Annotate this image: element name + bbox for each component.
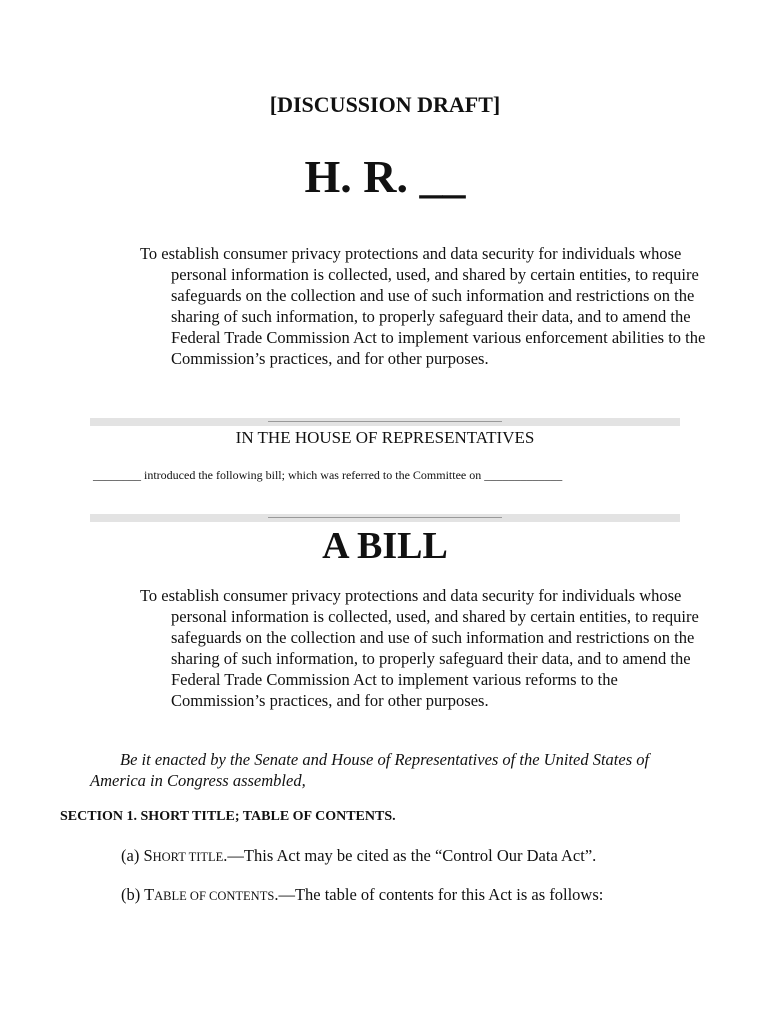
subsection-text: .—The table of contents for this Act is as follows: [274, 885, 604, 904]
discussion-draft-label: [DISCUSSION DRAFT] [269, 92, 501, 117]
purpose-statement-top: To establish consumer privacy protections and data security for individuals whose personal information is collected, used, and shared by certain entities, to require safeguards on the collection and use of such information and restrictions on the sharing of such information, to properly safeguard their data, and to amend the Federal Trade Commission Act to implement various enforcement abilities to the Commission’s practices, and for other purposes. [140, 244, 706, 368]
introduction-line: ________ introduced the following bill; which was referred to the Committee on _____________ [93, 468, 563, 482]
enacting-clause: Be it enacted by the Senate and House of Representatives of the United States of America in Congress assembled, [90, 750, 650, 790]
subsection-smallcaps: ABLE OF CONTENTS [154, 889, 275, 903]
separator-rule [268, 517, 502, 518]
subsection-prefix: (a) S [121, 846, 153, 865]
subsection-text: .—This Act may be cited as the “Control Our Data Act”. [223, 846, 597, 865]
subsection-smallcaps: HORT TITLE [152, 850, 224, 864]
subsection-table-of-contents [121, 885, 603, 905]
separator-bar [90, 418, 680, 426]
bill-heading: A BILL [322, 525, 448, 567]
subsection-short-title [121, 846, 596, 866]
subsection-prefix: (b) T [121, 885, 155, 904]
separator-bar [90, 514, 680, 522]
purpose-statement-bottom: To establish consumer privacy protections and data security for individuals whose personal information is collected, used, and shared by certain entities, to require safeguards on the collection and use of such information and restrictions on the sharing of such information, to properly safeguard their data, and to amend the Federal Trade Commission Act to implement various reforms to the Commission’s practices, and for other purposes. [140, 586, 699, 710]
bill-number: H. R. __ [304, 151, 466, 202]
section-heading: SECTION 1. SHORT TITLE; TABLE OF CONTENTS. [60, 809, 396, 824]
chamber-heading: IN THE HOUSE OF REPRESENTATIVES [235, 428, 535, 447]
separator-rule [268, 421, 502, 422]
